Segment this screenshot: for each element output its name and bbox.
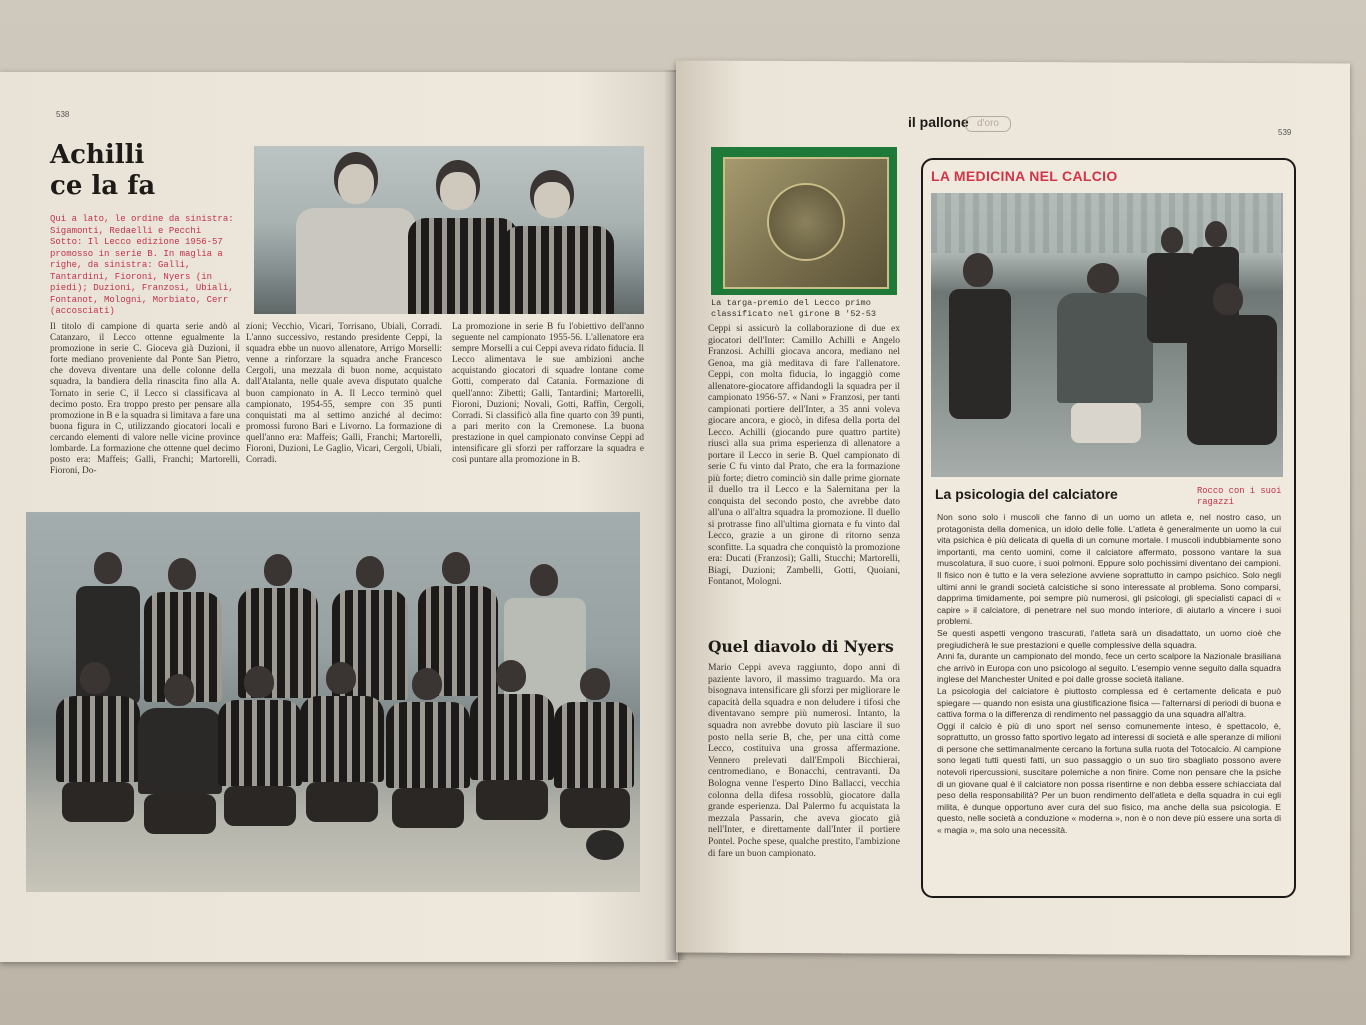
text-column-1: Il titolo di campione di quarta serie andò al Catanzaro, il Lecco ottenne egualmente la promozione in serie C. Gioceva già Duzioni, il forte mediano proveniente dal Ponte San Pietro, che doveva diventare una delle colonne della squadra, la bandiera della rinascita fino alla A. Tornato in serie C, il Lecco si classificava al decimo posto. Era troppo presto per pensare alla promozione in B e la squadra si limitava a fare una buona figura in C, utilizzando giocatori locali e cercando elementi di valore nelle vicine province lombarde. La formazione che ottenne quel decimo posto era: Maffeis; Galli, Franchi; Martorelli, Fioroni, Do- xyxy=(50,322,240,477)
football-ball xyxy=(586,830,624,860)
feature-photo-caption: Rocco con i suoi ragazzi xyxy=(1197,486,1282,507)
photo-caption-left: Qui a lato, le ordine da sinistra: Sigamonti, Redaelli e Pecchi Sotto: Il Lecco edizione 1956-57 promosso in serie B. In maglia a righe, da sinistra: Galli, Tantardini, Fioroni, Nyers (in piedi); Duzioni, Franzosi, Ubiali, Fontanot, Mologni, Morbiato, Cerr (accosciati) xyxy=(50,214,234,316)
article-title xyxy=(50,140,155,202)
feature-box-title: LA MEDICINA NEL CALCIO xyxy=(931,168,1118,184)
article-title-line1: Achilli xyxy=(50,140,145,170)
photo-three-players xyxy=(254,146,644,314)
feature-paragraph: Non sono solo i muscoli che fanno di un uomo un atleta e, nel nostro caso, un protagonista della domenica, un idolo delle folle. L'atleta è generalmente un uomo la cui vita psichica è più delicata di quella di un comune mortale. I muscoli indubbiamente sono importanti, ma cento uomini, come il calciatore affermato, possono vantare la sua muscolatura, il suo cuore, i suoi polmoni. Eppure solo pochissimi diventano dei campioni. Il fisico non è tutto e la vera selezione avviene soprattutto in campo psichico. Solo negli ultimi anni le grandi società calcistiche si sono interessate al problema. Sono comparsi, dapprima timidamente, poi sempre più numerosi, gli psicologi, gli specialisti capaci di « capire » il calciatore, di penetrare nel suo mondo interiore, di aiutarlo a vincere i suoi problemi. xyxy=(937,512,1281,627)
feature-box-medicine xyxy=(921,158,1296,898)
text-column-3: La promozione in serie B fu l'obiettivo dell'anno seguente nel campionato 1955-56. L'allenatore era sempre Morselli a cui Ceppi aveva ridato fiducia. Il Lecco alimentava le sue ambizioni anche acquistando giocatori di squadre lontane come Gotti, comperato dal Catania. Formazione di quell'anno: Zibetti; Galli, Tantardini; Martorelli, Fioroni, Duzioni; Novali, Gotti, Raffin, Cergoli, Corradi. Si classificò alla fine quarto con 39 punti, a pari merito con la Cremonese. La buona prestazione in quel campionato convinse Ceppi ad intensificare gli sforzi per rafforzare la squadra e così puntare alla promozione in B. xyxy=(452,322,644,466)
background-trees xyxy=(931,193,1283,253)
feature-paragraph: La psicologia del calciatore è piuttosto complessa ed è certamente delicata e può spiegare — quando non esista una giustificazione fisica — l'alternarsi di periodi di buona e cattiva forma o la differenza di rendimento nel passaggio da una squadra all'altra. xyxy=(937,685,1281,720)
feature-subtitle: La psicologia del calciatore xyxy=(935,486,1118,502)
plaque-bronze xyxy=(723,157,889,289)
text-column-2: zioni; Vecchio, Vicari, Torrisano, Ubiali, Corradi. L'anno successivo, restando presidente Ceppi, la squadra ebbe un nuovo allenatore, Arrigo Morselli: venne a rinforzare la squadra anche Francesco Cergoli, una mezzala di buon nome, acquistato dall'Atalanta, nelle quale aveva disputato qualche buon campionato in A. Il Lecco terminò quel campionato, 1954-55, sempre con 35 punti conquistati ma al settimo anziché al decimo: promossi furono Bari e Livorno. La formazione di quell'anno era: Maffeis; Galli, Franchi; Martorelli, Fioroni, Duzioni, Le Gaglio, Vicari, Cergoli, Ubiali, Corradi. xyxy=(246,322,442,466)
magazine-logo: il pallone xyxy=(908,114,969,130)
feature-paragraph: Oggi il calcio è più di uno sport nel senso comunemente inteso, è spettacolo, è, soprattutto, un grosso fatto sportivo legato ad interessi di società e alle speranze di milioni di persone che settimanalmente cercano la fortuna sulla ruota del Totocalcio. Al campione sono legati tutti questi fatti, un suo passaggio o un suo tiro sbagliato possono avere notevoli ripercussioni, suscitare polemiche a non finire. Come non pensare che la psiche di un giovane qual è il calciatore non possa risentirne e non debba essere schiacciata dal peso della responsabilità? Per un buon rendimento dell'atleta e della squadra in cui egli milita, è dunque opportuno aver cura del suo fisico, ma anche della sua psicologia. E questo, nelle società a conduzione « moderna », non è o non deve più essere una sorta di « magia », ma solo una necessità. xyxy=(937,720,1281,836)
photo-award-plaque xyxy=(711,147,897,295)
plaque-medallion xyxy=(767,183,845,261)
article-headline-nyers: Quel diavolo di Nyers xyxy=(708,637,894,656)
feature-paragraph: Anni fa, durante un campionato del mondo, fece un certo scalpore la Nazionale brasiliana che arrivò in Europa con uno psicologo al seguito. L'esempio venne seguito dalla squadra inglese del Manchester United e poi dalle grosse società italiane. xyxy=(937,651,1281,685)
photo-team-lecco-1956-57 xyxy=(26,512,640,892)
feature-paragraph: Se questi aspetti vengono trascurati, l'atleta sarà un disadattato, un uomo cioè che pregiudicherà le sue prestazioni e quelle complessive della squadra. xyxy=(937,627,1281,650)
magazine-logo-badge: d'oro xyxy=(965,116,1011,132)
right-page-number: 539 xyxy=(1278,128,1292,137)
left-page-number: 538 xyxy=(56,110,70,119)
plaque-caption: La targa-premio del Lecco primo classificato nel girone B '52-53 xyxy=(711,298,877,319)
photo-rocco-team xyxy=(931,193,1283,477)
text-column-5: Mario Ceppi aveva raggiunto, dopo anni di paziente lavoro, il massimo traguardo. Ma ora bisognava intensificare gli sforzi per migliorare le capacità della squadra e non deludere i tifosi che diventavano sempre più numerosi. Intanto, la squadra non avrebbe dovuto più lasciare il suo posto nella serie B, che, per una città come Lecco, costituiva una grossa affermazione. Vennero prelevati dall'Empoli Bicchierai, centromediano, e Bonacchi, centravanti. Da Bologna venne l'esperto Dino Ballacci, vecchia colonna della difesa rossoblù, giocatore dalla grande esperienza. Dal Palermo fu acquistata la mezzala Passarin, che aveva giocato già nell'Inter, e direttamente dall'Inter il portiere Pontel. Poche spese, qualche prestito, l'ambizione di fare un buon campionato. xyxy=(708,662,900,859)
feature-body-text xyxy=(937,512,1281,837)
text-column-4: Ceppi si assicurò la collaborazione di due ex giocatori dell'Inter: Camillo Achilli e Angelo Franzosi. Achilli giocava ancora, mediano nel Genoa, ma già meditava di fare l'allenatore. Ceppi, con molta fiducia, lo ingaggiò come allenatore-giocatore affidandogli la squadra per il campionato 1956-57. « Nani » Franzosi, per tanti campionati portiere dell'Inter, a 35 anni voleva giocare ancora, e giocò, in difesa della porta del Lecco. Achilli (giocando pure quattro partite) riuscì alla sua prima esperienza di allenatore a portare il Lecco in serie B. Quel campionato di serie C fu vinto dal Prato, che era la formazione più forte; dietro cominciò sin dalle prime giornate il duello tra il Lecco e la Salernitana per la conquista del secondo posto, che avrebbe dato all'una o all'altra squadra la promozione. Il duello si protrasse fino all'ultima giornata e fu vinto dal Lecco, grazie a un girone di ritorno senza sconfitte. La squadra che conquistò la promozione era: Ducati (Franzosi); Galli, Stucchi; Martorelli, Biagi, Duzioni; Zambelli, Gotti, Quoiani, Fontanot, Mologni. xyxy=(708,324,900,587)
article-title-line2: ce la fa xyxy=(50,171,156,201)
